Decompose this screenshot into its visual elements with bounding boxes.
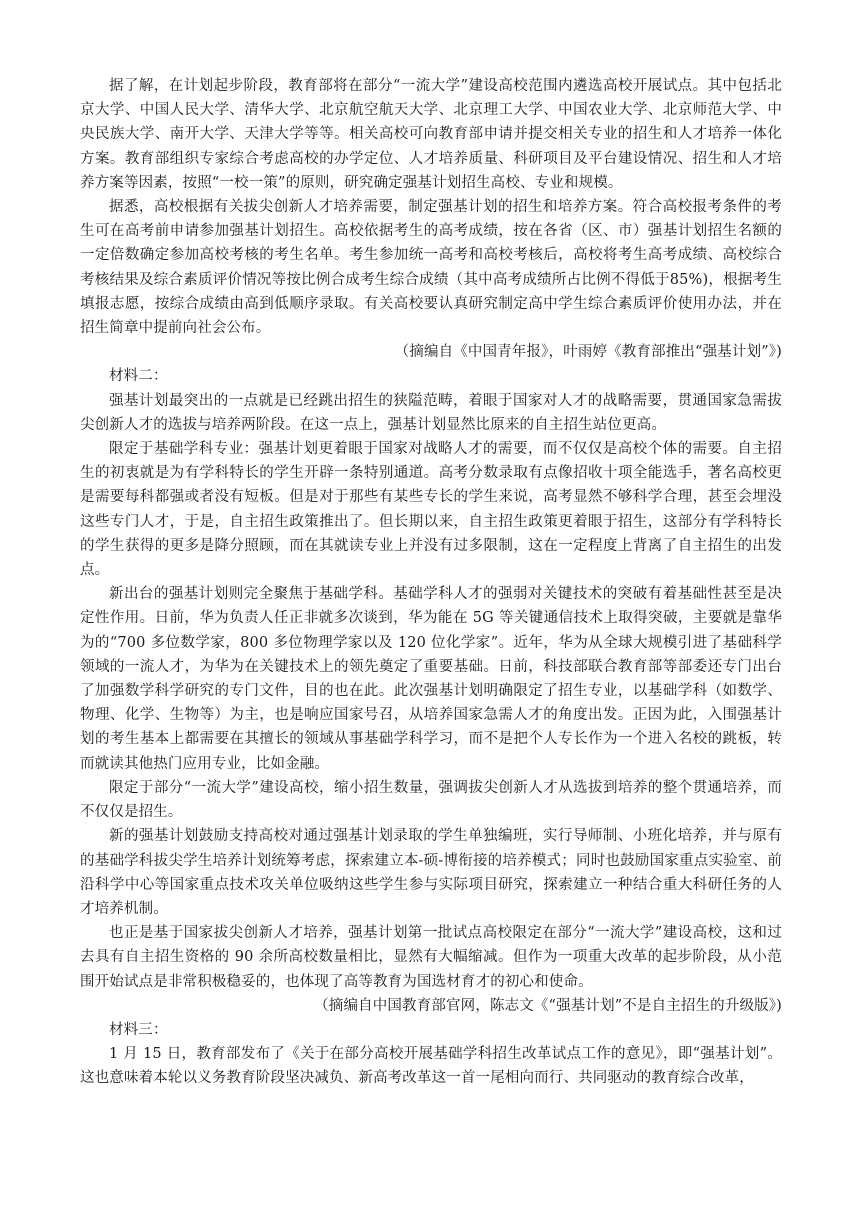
paragraph-pilot-universities: 据了解，在计划起步阶段，教育部将在部分“一流大学”建设高校范围内遴选高校开展试点。其中包括北京大学、中国人民大学、清华大学、北京航空航天大学、北京理工大学、中国农业大学、北京师范大学、中央民族大学、南开大学、天津大学等等。相关高校可向教育部申请并提交相关专业的招生和人才培养一体化方案。教育部组织专家综合考虑高校的办学定位、人才培养质量、科研项目及平台建设情况、招生和人才培养方案等因素，按照“一校一策”的原则，研究确定强基计划招生高校、专业和规模。 <box>80 78 782 191</box>
material-three-label: 材料三： <box>109 1021 168 1038</box>
paragraph-admission-process: 据悉，高校根据有关拔尖创新人才培养需要，制定强基计划的招生和培养方案。符合高校报考条件的考生可在高考前申请参加强基计划招生。高校依据考生的高考成绩，按在各省（区、市）强基计划招生名额的一定倍数确定参加高校考核的考生名单。考生参加统一高考和高校考核后，高校将考生高考成绩、高校综合考核结果及综合素质评价情况等按比例合成考生综合成绩（其中高考成绩所占比例不得低于85%)，根据考生填报志愿，按综合成绩由高到低顺序录取。有关高校要认真研究制定高中学生综合素质评价使用办法，并在招生简章中提前向社会公布。 <box>80 199 782 337</box>
source-citation-2: （摘编自中国教育部官网，陈志文《“强基计划”不是自主招生的升级版》) <box>314 997 782 1014</box>
paragraph-basic-disciplines: 限定于基础学科专业：强基计划更着眼于国家对战略人才的需要，而不仅仅是高校个体的需要。自主招生的初衷就是为有学科特长的学生开辟一条特别通道。高考分数录取有点像招收十项全能选手，著名高校更是需要每科都强或者没有短板。但是对于那些有某些专长的学生来说，高考显然不够科学合理，甚至会埋没这些专门人才，于是，自主招生政策推出了。但长期以来，自主招生政策更着眼于招生，这部分有学科特长的学生获得的更多是降分照顾，而在其就读专业上并没有过多限制，这在一定程度上背离了自主招生的出发点。 <box>80 441 782 579</box>
paragraph-strategic-need: 强基计划最突出的一点就是已经跳出招生的狭隘范畴，着眼于国家对人才的战略需要，贯通国家急需拔尖创新人才的选拔与培养两阶段。在这一点上，强基计划显然比原来的自主招生站位更高。 <box>80 392 782 433</box>
document-body <box>80 74 782 1091</box>
source-citation-1: （摘编自《中国青年报》，叶雨婷《教育部推出“强基计划”》) <box>394 344 782 361</box>
paragraph-pilot-scope: 也正是基于国家拔尖创新人才培养，强基计划第一批试点高校限定在部分“一流大学”建设高校，这和过去具有自主招生资格的 90 余所高校数量相比，显然有大幅缩减。但作为一项重大改革的起步阶段，从小范围开始试点是非常积极稳妥的，也体现了高等教育为国选材育才的初心和使命。 <box>80 925 782 990</box>
paragraph-training-model: 新的强基计划鼓励支持高校对通过强基计划录取的学生单独编班，实行导师制、小班化培养，并与原有的基础学科拔尖学生培养计划统筹考虑，探索建立本-硕-博衔接的培养模式；同时也鼓励国家重点实验室、前沿科学中心等国家重点技术攻关单位吸纳这些学生参与实际项目研究，探索建立一种结合重大科研任务的人才培养机制。 <box>80 828 782 917</box>
paragraph-basic-science-focus: 新出台的强基计划则完全聚焦于基础学科。基础学科人才的强弱对关键技术的突破有着基础性甚至是决定性作用。日前，华为负责人任正非就多次谈到，华为能在 5G 等关键通信技术上取得突破，主要就是靠华为的“700 多位数学家，800 多位物理学家以及 120 位化学家”。近年，华为从全球大规模引进了基础科学领域的一流人才，为华为在关键技术上的领先奠定了重要基础。日前，科技部联合教育部等部委还专门出台了加强数学科学研究的专门文件，目的也在此。此次强基计划明确限定了招生专业，以基础学科（如数学、物理、化学、生物等）为主，也是响应国家号召，从培养国家急需人才的角度出发。正因为此，入围强基计划的考生基本上都需要在其擅长的领域从事基础学科学习，而不是把个人专长作为一个进入名校的跳板，转而就读其他热门应用专业，比如金融。 <box>80 586 782 772</box>
paragraph-january-release: 1 月 15 日，教育部发布了《关于在部分高校开展基础学科招生改革试点工作的意见》，即“强基计划”。这也意味着本轮以义务教育阶段坚决减负、新高考改革这一首一尾相向而行、共同驱动的教育综合改革， <box>80 1046 782 1087</box>
paragraph-limited-universities: 限定于部分“一流大学”建设高校，缩小招生数量，强调拔尖创新人才从选拔到培养的整个贯通培养，而不仅仅是招生。 <box>80 779 782 821</box>
material-two-label: 材料二： <box>109 368 168 385</box>
